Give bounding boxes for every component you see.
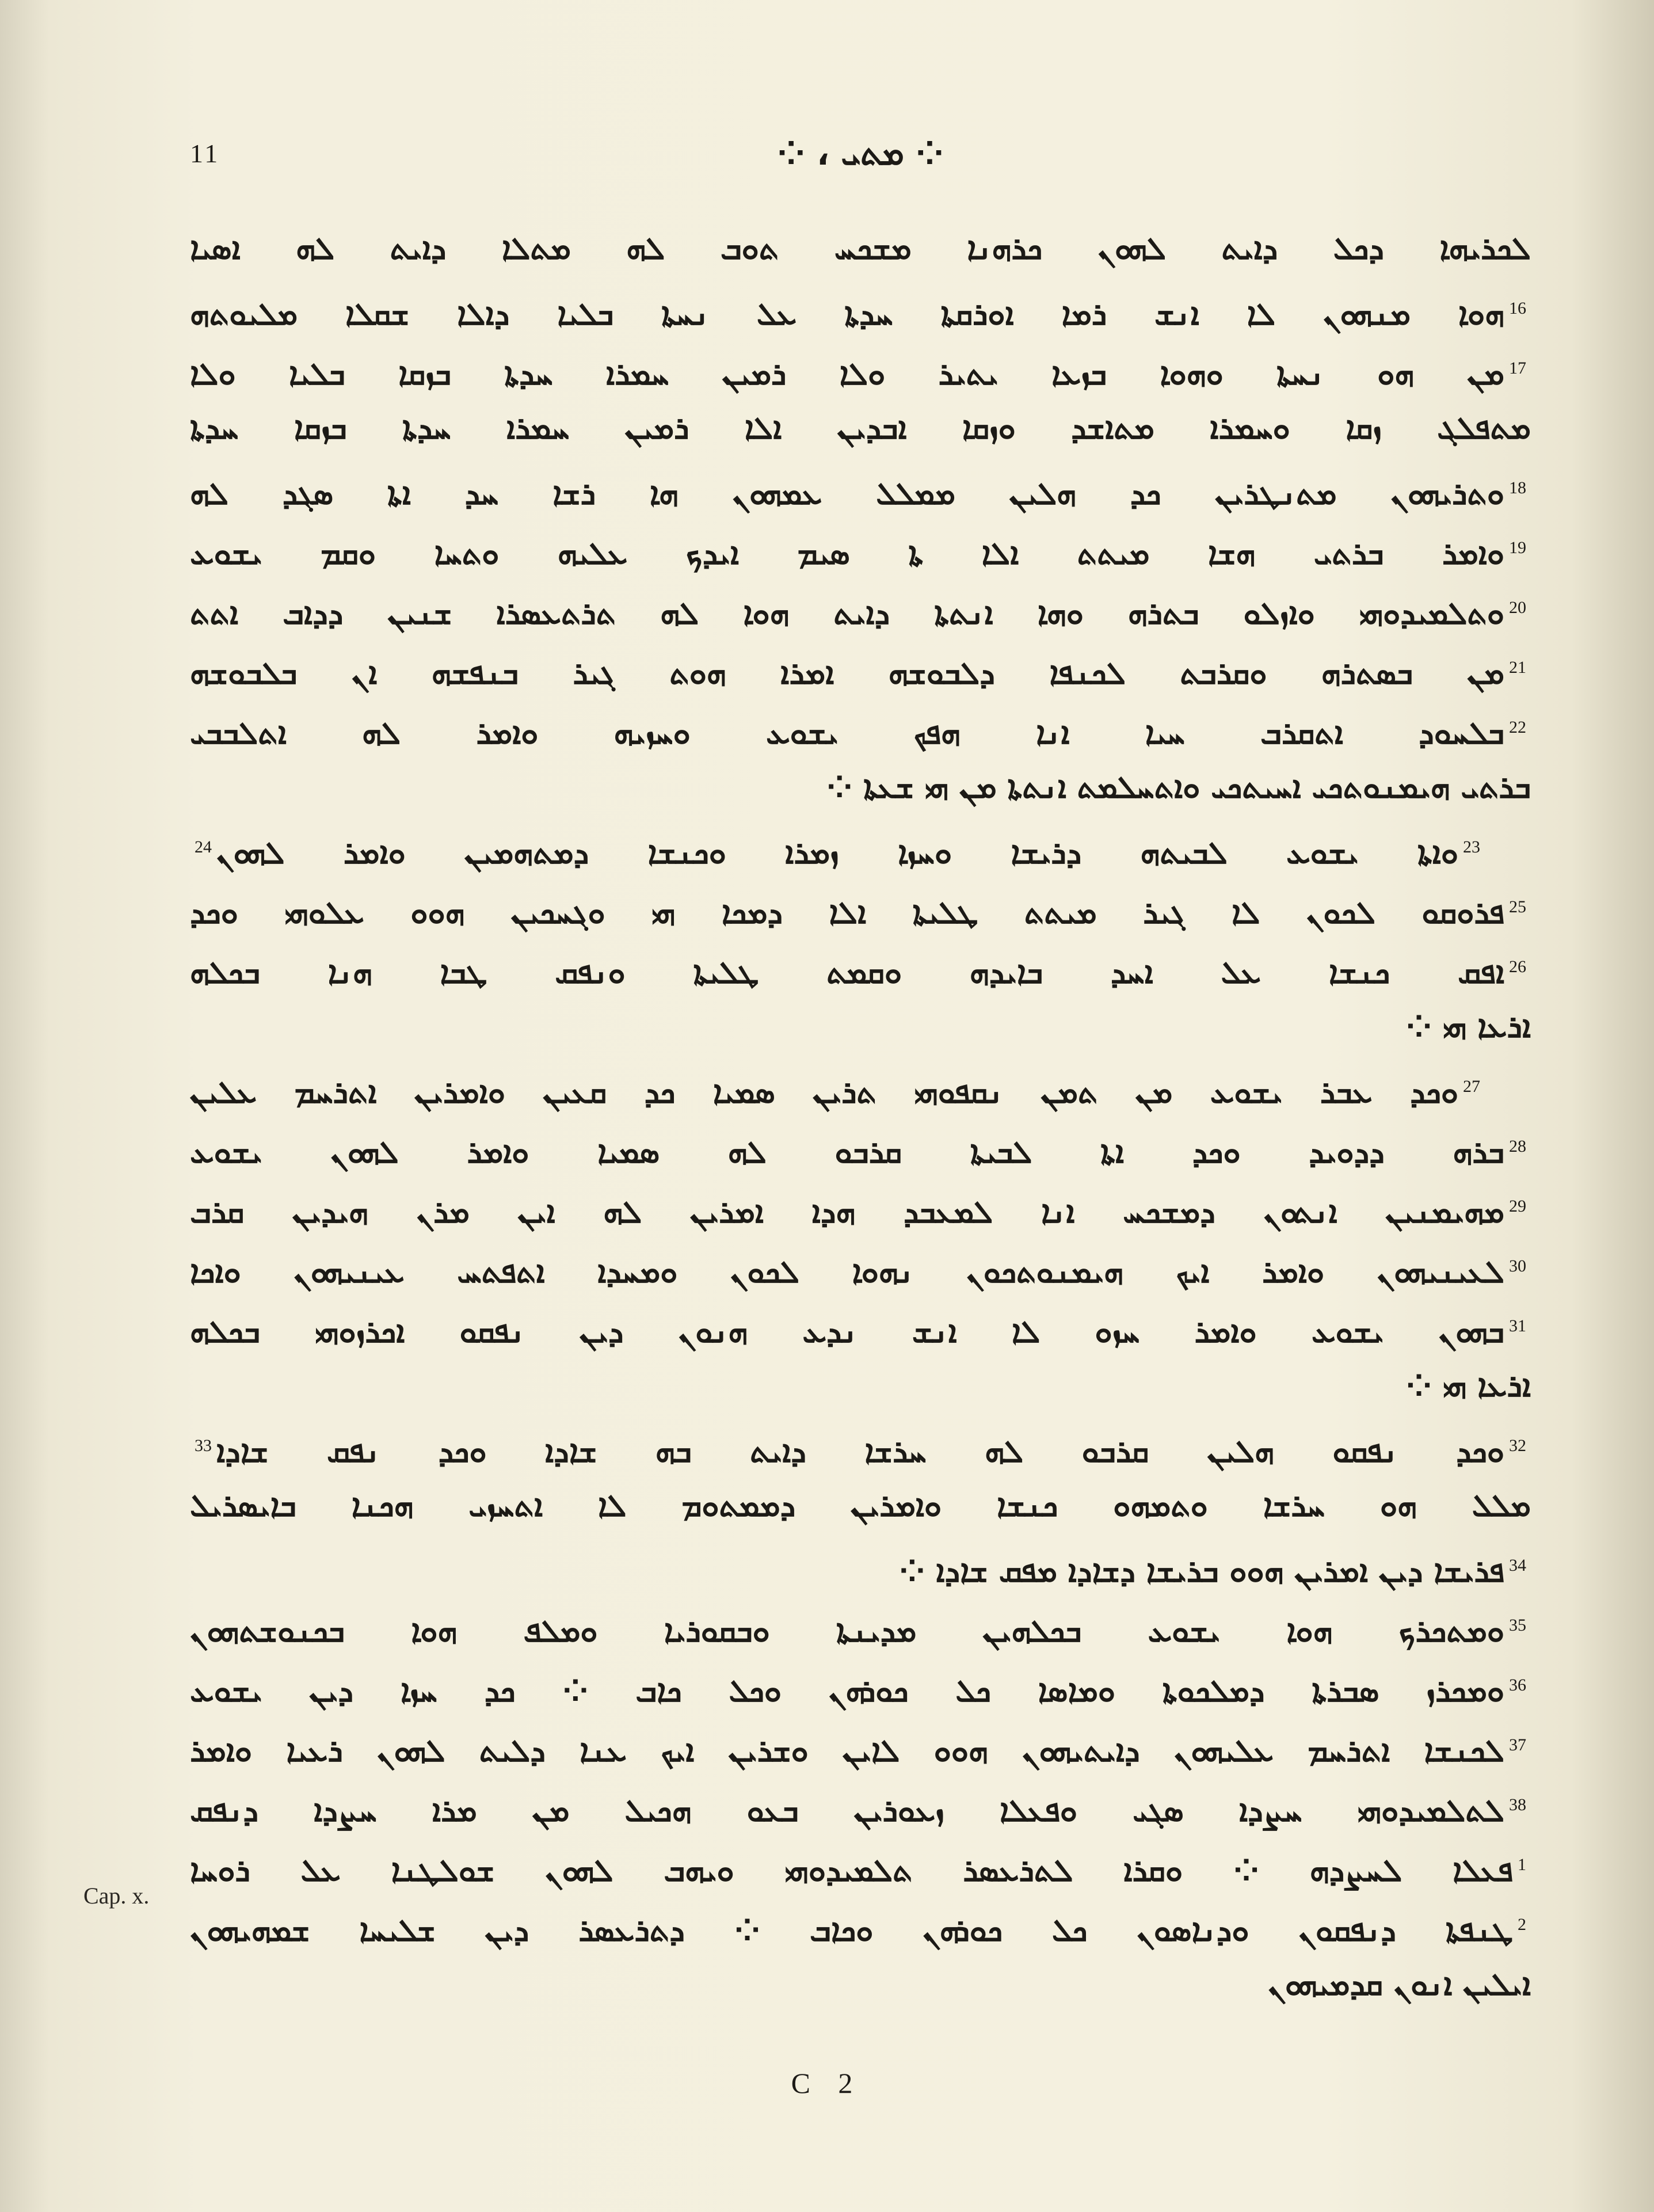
text-line (190, 817, 1531, 877)
text-line (190, 1596, 1531, 1655)
text-line (190, 937, 1531, 997)
line-text: ܘܐܡܪ ܒܪܬܝ ܗܫܐ ܡܝܬܬ ܐܠܐ ܬܐ ܣܝܡ ܐܝܕܟ ܥܠܝܗ ܘܬܚܐ ܘܩܡ ܝܫܘܥ (190, 535, 1504, 572)
verse-number: 26 (1509, 957, 1526, 976)
line-text: ܘܐܬܐ ܝܫܘܥ ܠܒܝܬܗ ܕܪܝܫܐ ܘܚܙܐ ܙܡܪܐ ܘܟܢܫܐ ܕܡܬܗܡܝܢ ܘܐܡܪ ܠܗܘܢ (216, 835, 1458, 871)
verse-number: 28 (1509, 1137, 1526, 1156)
text-line (190, 1955, 1531, 2015)
text-line (190, 997, 1531, 1057)
printer-signature-mark: C 2 (791, 2067, 863, 2099)
line-text: ܡܠܠ ܗܘ ܚܪܫܐ ܘܬܡܗܘ ܟܢܫܐ ܘܐܡܪܝܢ ܕܡܡܬܘܡ ܠܐ ܐܬܚܙܝ ܗܟܢܐ ܒܐܝܣܪܝܠ (190, 1487, 1531, 1524)
verse-number: 32 (1509, 1436, 1526, 1455)
verse-number: 35 (1509, 1616, 1526, 1635)
verse-number: 16 (1509, 299, 1526, 318)
verse-number: 38 (1509, 1795, 1526, 1814)
text-line (190, 638, 1531, 698)
text-line (190, 698, 1531, 757)
line-text: ܘܬܠܡܝܕܘܗܝ ܘܐܙܠܘ ܒܬܪܗ ܘܗܐ ܐܢܬܬܐ ܕܐܝܬ ܗܘܐ ܠܗ ܬܪܬܥܣܪܐ ܫܢܝܢ ܕܕܐܒ ܐܬܬ (190, 595, 1504, 631)
line-text: ܐܪܥܐ ܗܝ ⁘ (1405, 1368, 1531, 1404)
line-text: ܠܟܪܝܗܐ ܕܟܠ ܕܐܝܬ ܠܗܘܢ ܟܪܗܢܐ ܡܫܟܚ ܬܘܒ ܠܗ ܡܬܠܐ ܕܐܝܬ ܠܗ ܐܣܝܐ (190, 230, 1531, 266)
verse-number: 37 (1509, 1735, 1526, 1754)
text-line (190, 1057, 1531, 1117)
line-text: ܡܗܝܡܢܝܢ ܐܢܬܘܢ ܕܡܫܟܚ ܐܢܐ ܠܡܥܒܕ ܗܕܐ ܐܡܪܝܢ ܠܗ ܐܝܢ ܡܪܢ ܗܝܕܝܢ ܩܪܒ (190, 1194, 1504, 1230)
text-line (190, 1117, 1531, 1177)
syriac-text-block (190, 219, 1531, 2015)
page-header (190, 134, 1531, 184)
line-text: ܘܟܕ ܥܒܪ ܝܫܘܥ ܡܢ ܬܡܢ ܢܩܦܘܗܝ ܬܪܝܢ ܣܡܝܐ ܟܕ ܩܥܝܢ ܘܐܡܪܝܢ ܐܬܪܚܡ ܥܠܝܢ (190, 1074, 1458, 1110)
line-text: ܒܪܬܝ ܗܝܡܢܘܬܟܝ ܐܚܝܬܟܝ ܘܐܬܚܠܡܬ ܐܢܬܬܐ ܡܢ ܗܝ ܫܥܬܐ ⁘ (826, 769, 1531, 805)
line-text: ܐܪܥܐ ܗܝ ⁘ (1405, 1008, 1531, 1045)
line-text: ܐܝܠܝܢ ܐܢܘܢ ܩܕܡܝܗܘܢ (1268, 1966, 1531, 2002)
text-line (190, 1356, 1531, 1416)
line-text: ܦܪܝܫܐ ܕܝܢ ܐܡܪܝܢ ܗܘܘ ܒܪܝܫܐ ܕܫܐܕܐ ܡܦܩ ܫܐܕܐ ⁘ (899, 1553, 1504, 1589)
verse-number: 20 (1509, 598, 1526, 617)
chapter-margin-note: Cap. x. (83, 1883, 150, 1909)
text-line (190, 398, 1531, 458)
text-line (190, 1895, 1531, 1955)
verse-number: 19 (1509, 538, 1526, 557)
text-line (190, 1416, 1531, 1476)
verse-number: 21 (1509, 658, 1526, 677)
line-text: ܘܬܪܝܗܘܢ ܡܬܢܛܪܝܢ ܟܕ ܗܠܝܢ ܡܡܠܠ ܥܡܗܘܢ ܗܐ ܪܫܐ ܚܕ ܐܬܐ ܣܓܕ ܠܗ (190, 475, 1504, 512)
line-text: ܦܪܘܩܘ ܠܟܘܢ ܠܐ ܓܝܪ ܡܝܬܬ ܛܠܝܬܐ ܐܠܐ ܕܡܟܐ ܗܝ ܘܓܚܟܝܢ ܗܘܘ ܥܠܘܗܝ ܘܟܕ (190, 894, 1504, 931)
verse-number: 22 (1509, 718, 1526, 737)
text-line (190, 458, 1531, 518)
running-title: ⁘ ܡܬܝ ، ⁘ (777, 134, 944, 173)
text-line (190, 1655, 1531, 1715)
text-line (190, 1296, 1531, 1356)
line-text: ܘܡܬܟܪܟ ܗܘܐ ܝܫܘܥ ܒܟܠܗܝܢ ܡܕܝܢܬܐ ܘܒܩܘܪܝܐ ܘܡܠܦ ܗܘܐ ܒܟܢܘܫܬܗܘܢ (190, 1613, 1504, 1649)
text-line (190, 1715, 1531, 1775)
text-line (190, 757, 1531, 817)
verse-number: 2 (1518, 1915, 1526, 1934)
page-number: 11 (190, 139, 220, 168)
text-line (190, 1835, 1531, 1895)
verse-number: 25 (1509, 897, 1526, 916)
text-line (190, 1775, 1531, 1835)
line-text: ܒܪܗ ܕܕܘܝܕ ܘܟܕ ܐܬܐ ܠܒܝܬܐ ܩܪܒܘ ܠܗ ܣܡܝܐ ܘܐܡܪ ܠܗܘܢ ܝܫܘܥ (190, 1134, 1504, 1170)
line-text: ܘܟܕ ܢܦܩܘ ܗܠܝܢ ܩܪܒܘ ܠܗ ܚܪܫܐ ܕܐܝܬ ܒܗ ܫܐܕܐ ܘܟܕ ܢܦܩ ܫܐܕܐ (216, 1433, 1504, 1469)
text-line (190, 578, 1531, 638)
line-text: ܛܢܦܬܐ ܕܢܦܩܘܢ ܘܕܢܐܣܘܢ ܟܠ ܟܘܪܗܢ ܘܟܐܒ ⁘ ܕܬܪܥܣܪ ܕܝܢ ܫܠܝܚܐ ܫܡܗܝܗܘܢ (190, 1912, 1513, 1948)
text-line (190, 1476, 1531, 1536)
text-line (190, 1536, 1531, 1596)
line-text: ܠܥܝܢܝܗܘܢ ܘܐܡܪ ܐܝܟ ܗܝܡܢܘܬܟܘܢ ܢܗܘܐ ܠܟܘܢ ܘܡܚܕܐ ܐܬܦܬܚ ܥܝܢܝܗܘܢ ܘܐܟܐ (190, 1254, 1504, 1290)
text-line (190, 518, 1531, 578)
verse-number: 24 (195, 837, 212, 856)
verse-number: 33 (195, 1436, 212, 1455)
line-text: ܠܬܠܡܝܕܘܗܝ ܚܨܕܐ ܣܓܝ ܘܦܥܠܐ ܙܥܘܪܝܢ ܒܥܘ ܗܟܝܠ ܡܢ ܡܪܐ ܚܨܕܐ ܕܢܦܩ (190, 1792, 1504, 1829)
text-line (190, 1236, 1531, 1296)
text-line (190, 219, 1531, 279)
line-text: ܒܗܘܢ ܝܫܘܥ ܘܐܡܪ ܚܙܘ ܠܐ ܐܢܫ ܢܕܥ ܗܢܘܢ ܕܝܢ ܢܦܩܘ ܐܟܪܙܘܗܝ ܒܟܠܗ (190, 1314, 1504, 1350)
verse-number: 29 (1509, 1197, 1526, 1216)
verse-number: 30 (1509, 1257, 1526, 1276)
text-line (190, 338, 1531, 398)
text-line (190, 877, 1531, 937)
line-text: ܦܥܠܐ ܠܚܨܕܗ ⁘ ܘܩܪܐ ܠܬܪܥܣܪ ܬܠܡܝܕܘܗܝ ܘܝܗܒ ܠܗܘܢ ܫܘܠܛܢܐ ܥܠ ܪܘܚܐ (190, 1852, 1513, 1889)
verse-number: 31 (1509, 1316, 1526, 1335)
verse-number: 18 (1509, 478, 1526, 497)
line-text: ܒܠܚܘܕ ܐܬܩܪܒ ܚܝܐ ܐܢܐ ܗܦܟ ܝܫܘܥ ܘܚܙܝܗ ܘܐܡܪ ܠܗ ܐܬܠܒܒܝ (190, 715, 1504, 751)
line-text: ܐܦܩ ܟܢܫܐ ܥܠ ܐܚܕ ܒܐܝܕܗ ܘܩܡܬ ܛܠܝܬܐ ܘܢܦܩ ܛܒܐ ܗܢܐ ܒܟܠܗ (190, 954, 1504, 991)
line-text: ܡܢ ܗܘ ܢܚܬܐ ܘܗܘܐ ܒܙܥܐ ܝܬܝܪ ܘܠܐ ܪܡܝܢ ܚܡܪܐ ܚܕܬܐ ܒܙܩܐ ܒܠܝܐ ܘܠܐ (190, 356, 1504, 392)
text-line (190, 279, 1531, 338)
text-line (190, 1177, 1531, 1236)
line-text: ܡܬܦܠܓ ܙܩܐ ܘܚܡܪܐ ܡܬܐܫܕ ܘܙܩܐ ܐܒܕܝܢ ܐܠܐ ܪܡܝܢ ܚܡܪܐ ܚܕܬܐ ܒܙܩܐ ܚܕܬܐ (190, 410, 1531, 446)
line-text: ܠܟܢܫܐ ܐܬܪܚܡ ܥܠܝܗܘܢ ܕܐܝܬܝܗܘܢ ܗܘܘ ܠܐܝܢ ܘܫܪܝܢ ܐܝܟ ܥܢܐ ܕܠܝܬ ܠܗܘܢ ܪܥܝܐ ܘܐܡܪ (190, 1733, 1504, 1769)
verse-number: 17 (1509, 359, 1526, 378)
verse-number: 23 (1463, 837, 1480, 856)
verse-number: 1 (1518, 1855, 1526, 1874)
verse-number: 27 (1463, 1077, 1480, 1096)
line-text: ܘܡܟܪܙ ܣܒܪܬܐ ܕܡܠܟܘܬܐ ܘܡܐܣܐ ܟܠ ܟܘܪܗܢ ܘܟܠ ܟܐܒ ⁘ ܟܕ ܚܙܐ ܕܝܢ ܝܫܘܥ (190, 1673, 1504, 1709)
line-text: ܗܘܐ ܡܢܗܘܢ ܠܐ ܐܢܫ ܪܡܐ ܐܘܪܩܬܐ ܚܕܬܐ ܥܠ ܢܚܬܐ ܒܠܝܐ ܕܐܠܐ ܫܩܠܐ ܡܠܝܘܬܗ (190, 296, 1504, 332)
verse-number: 36 (1509, 1676, 1526, 1695)
line-text: ܡܢ ܒܣܬܪܗ ܘܩܪܒܬ ܠܟܢܦܐ ܕܠܒܘܫܗ ܐܡܪܐ ܗܘܬ ܓܝܪ ܒܢܦܫܗ ܐܢ ܒܠܒܘܫܗ (190, 655, 1504, 691)
verse-number: 34 (1509, 1556, 1526, 1575)
